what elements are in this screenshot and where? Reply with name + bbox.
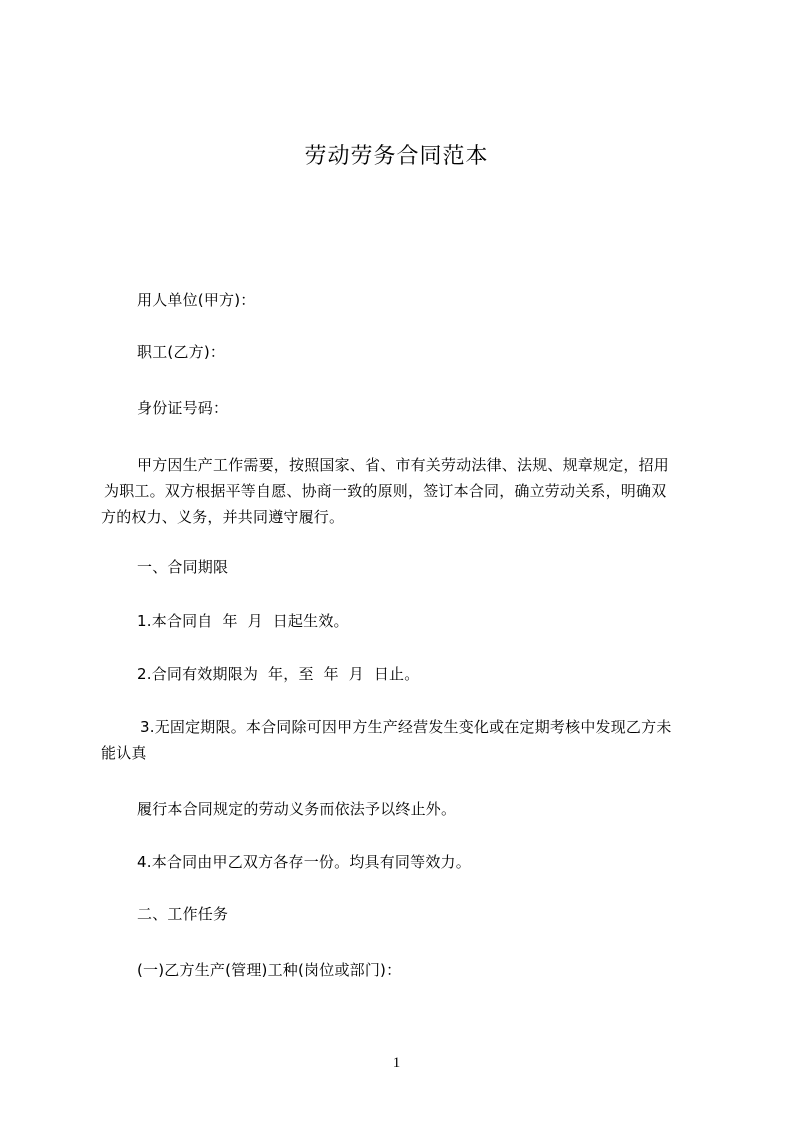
clause: 2.合同有效期限为 年，至 年 月 日止。 [137,665,420,683]
paragraph-line: 甲方因生产工作需要，按照国家、省、市有关劳动法律、法规、规章规定，招用 [137,456,670,474]
clause-continuation: 能认真 [101,744,147,762]
paragraph-line: 为职工。双方根据平等自愿、协商一致的原则，签订本合同，确立劳动关系，明确双 [104,482,667,500]
id-number-field: 身份证号码： [137,399,229,417]
page-number: 1 [392,1055,401,1071]
employee-field: 职工(乙方)： [137,343,226,361]
employer-field: 用人单位(甲方)： [137,291,256,309]
clause: 4.本合同由甲乙双方各存一份。均具有同等效力。 [137,853,471,871]
clause: 1.本合同自 年 月 日起生效。 [137,612,349,630]
section-heading: 二、工作任务 [137,905,229,923]
section-heading: 一、合同期限 [137,558,229,576]
clause: 3.无固定期限。本合同除可因甲方生产经营发生变化或在定期考核中发现乙方未 [140,718,672,736]
document-title: 劳动劳务合同范本 [304,144,489,169]
clause: (一)乙方生产(管理)工种(岗位或部门)： [137,961,402,979]
clause: 履行本合同规定的劳动义务而依法予以终止外。 [137,800,457,818]
paragraph-line: 方的权力、义务，并共同遵守履行。 [101,508,345,526]
